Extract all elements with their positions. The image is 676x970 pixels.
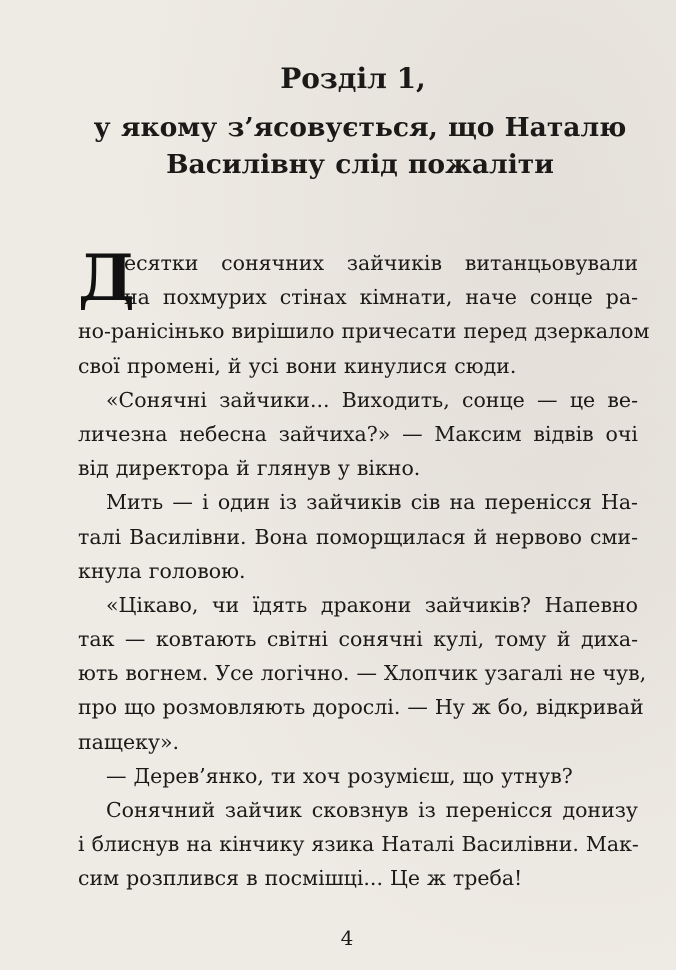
paragraph [78,759,638,793]
text-line: «Цікаво, чи їдять дракони зайчиків? Напевно [106,592,638,617]
text-line: но-ранісінько вирішило причесати перед дзеркалом [78,319,650,344]
text-line: — Дерев’янко, ти хоч розумієш, що утнув? [106,763,573,788]
text-line: так — ковтають світні сонячні кулі, тому й диха- [78,627,638,652]
drop-cap: Д [78,241,135,316]
page-number: 4 [340,926,354,950]
chapter-title-line-1: у якому з’ясовується, що Наталю [93,112,627,143]
paragraph [78,485,638,588]
text-line: пащеку». [78,729,180,754]
paragraph [78,793,638,896]
text-line: кнула головою. [78,558,246,583]
chapter-body [78,241,650,896]
text-line: «Сонячні зайчики... Виходить, сонце — це ве- [106,387,638,412]
text-line: на похмурих стінах кімнати, наче сонце ра- [124,285,638,310]
text-line: Мить — і один із зайчиків сів на перенісся На- [106,490,638,515]
text-line: личезна небесна зайчиха?» — Максим відвів очі [78,421,638,446]
text-line: свої промені, й усі вони кинулися сюди. [78,353,517,378]
text-line: і блиснув на кінчику язика Наталі Василівни. Мак- [78,832,639,857]
text-line: про що розмовляють дорослі. — Ну ж бо, відкривай [78,695,644,720]
text-line: талі Василівни. Вона поморщилася й нервово сми- [78,524,638,549]
text-line: Сонячний зайчик сковзнув із перенісся донизу [106,798,638,822]
opening-paragraph [78,241,650,383]
chapter-title-line-2: Василівну слід пожаліти [166,149,554,180]
paragraph [78,588,647,759]
text-line: сим розплився в посмішці... Це ж треба! [78,866,523,891]
chapter-title [60,109,660,183]
paragraph [78,383,638,486]
text-line: ють вогнем. Усе логічно. — Хлопчик узагалі не чув, [78,661,647,686]
text-line: від директора й глянув у вікно. [78,456,421,481]
text-line: есятки сонячних зайчиків витанцьовували [124,251,638,275]
chapter-number: Розділ 1, [280,62,426,95]
